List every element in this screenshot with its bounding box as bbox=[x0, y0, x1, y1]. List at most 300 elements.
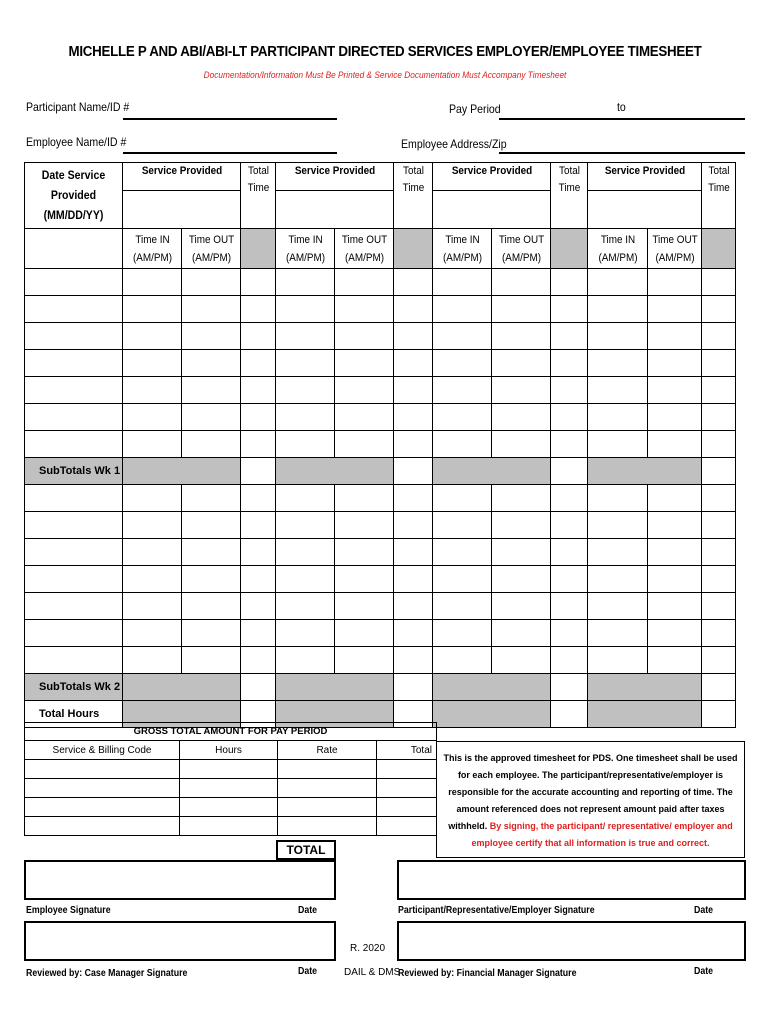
pay-period-label: Pay Period bbox=[449, 102, 501, 116]
subtotal-wk2-cell-2[interactable] bbox=[394, 674, 433, 701]
week1-entry-cell[interactable] bbox=[551, 296, 588, 323]
week2-entry-cell[interactable] bbox=[551, 485, 588, 512]
week2-entry-cell[interactable] bbox=[551, 620, 588, 647]
week1-entry-row bbox=[25, 323, 736, 350]
week1-entry-cell[interactable] bbox=[25, 377, 123, 404]
week2-entry-cell[interactable] bbox=[551, 593, 588, 620]
week2-entry-cell[interactable] bbox=[25, 485, 123, 512]
week1-entry-cell[interactable] bbox=[241, 377, 276, 404]
week1-entry-cell[interactable] bbox=[25, 350, 123, 377]
week2-entry-cell[interactable] bbox=[648, 647, 702, 674]
week2-entry-cell[interactable] bbox=[492, 485, 551, 512]
employee-label: Employee Name/ID # bbox=[26, 135, 127, 149]
week2-entry-cell[interactable] bbox=[335, 539, 394, 566]
gross-col-hours: Hours bbox=[180, 741, 278, 760]
gross-cell[interactable] bbox=[180, 779, 278, 798]
week1-entry-cell[interactable] bbox=[702, 269, 736, 296]
week1-entry-row bbox=[25, 377, 736, 404]
week1-entry-cell[interactable] bbox=[433, 404, 492, 431]
address-label: Employee Address/Zip bbox=[401, 137, 507, 151]
week1-entry-cell[interactable] bbox=[648, 377, 702, 404]
week2-entry-cell[interactable] bbox=[648, 620, 702, 647]
week1-entry-cell[interactable] bbox=[702, 404, 736, 431]
week1-entry-cell[interactable] bbox=[492, 350, 551, 377]
total-time-header-3: Total Time bbox=[552, 163, 585, 229]
financial-manager-signature-box[interactable] bbox=[397, 921, 746, 961]
week2-entry-cell[interactable] bbox=[335, 620, 394, 647]
week1-entry-cell[interactable] bbox=[276, 350, 335, 377]
subtotal-shade bbox=[276, 458, 394, 485]
week1-entry-cell[interactable] bbox=[182, 296, 241, 323]
subtotal-wk2-cell-1[interactable] bbox=[241, 674, 276, 701]
total-hours-cell-4[interactable] bbox=[702, 701, 736, 728]
case-manager-label: Reviewed by: Case Manager Signature bbox=[26, 968, 188, 979]
week1-entry-cell[interactable] bbox=[335, 350, 394, 377]
week2-entry-cell[interactable] bbox=[241, 539, 276, 566]
week1-entry-cell[interactable] bbox=[588, 404, 648, 431]
total-hours-shade bbox=[433, 701, 551, 728]
total-hours-label: Total Hours bbox=[25, 701, 123, 728]
week2-entry-cell[interactable] bbox=[25, 566, 123, 593]
week1-entry-cell[interactable] bbox=[492, 323, 551, 350]
week1-entry-cell[interactable] bbox=[276, 269, 335, 296]
week1-entry-cell[interactable] bbox=[182, 431, 241, 458]
participant-signature-box[interactable] bbox=[397, 860, 746, 900]
week1-entry-cell[interactable] bbox=[123, 269, 182, 296]
week2-entry-cell[interactable] bbox=[394, 620, 433, 647]
week2-entry-cell[interactable] bbox=[241, 647, 276, 674]
gross-row bbox=[25, 817, 437, 836]
week2-entry-cell[interactable] bbox=[241, 512, 276, 539]
week1-entry-cell[interactable] bbox=[648, 323, 702, 350]
week2-entry-row bbox=[25, 593, 736, 620]
week2-entry-cell[interactable] bbox=[394, 485, 433, 512]
week2-rows bbox=[25, 485, 736, 674]
week1-entry-cell[interactable] bbox=[335, 377, 394, 404]
pay-period-input[interactable] bbox=[499, 118, 745, 120]
time-out-header: Time OUT (AM/PM) bbox=[494, 229, 547, 269]
week1-rows bbox=[25, 269, 736, 458]
week1-entry-cell[interactable] bbox=[182, 323, 241, 350]
week2-entry-cell[interactable] bbox=[492, 539, 551, 566]
service-header-1: Service Provided bbox=[128, 163, 234, 191]
week2-entry-cell[interactable] bbox=[335, 566, 394, 593]
week2-entry-cell[interactable] bbox=[335, 485, 394, 512]
service-input-3[interactable] bbox=[433, 191, 551, 229]
subtotal-shade bbox=[123, 458, 241, 485]
date-header: Date Service Provided (MM/DD/YY) bbox=[25, 163, 123, 229]
week2-entry-cell[interactable] bbox=[276, 485, 335, 512]
gross-cell[interactable] bbox=[180, 760, 278, 779]
gross-cell[interactable] bbox=[25, 779, 180, 798]
employee-input[interactable] bbox=[123, 152, 337, 154]
gross-cell[interactable] bbox=[25, 798, 180, 817]
total-shade bbox=[702, 229, 736, 269]
service-input-1[interactable] bbox=[123, 191, 241, 229]
service-header-2: Service Provided bbox=[281, 163, 387, 191]
week1-entry-cell[interactable] bbox=[492, 269, 551, 296]
week2-entry-cell[interactable] bbox=[648, 566, 702, 593]
week2-entry-cell[interactable] bbox=[25, 593, 123, 620]
time-in-header: Time IN (AM/PM) bbox=[125, 229, 178, 269]
subtotal-shade bbox=[588, 674, 702, 701]
week2-entry-cell[interactable] bbox=[25, 647, 123, 674]
week1-entry-cell[interactable] bbox=[182, 404, 241, 431]
week2-entry-cell[interactable] bbox=[182, 593, 241, 620]
week2-entry-row bbox=[25, 620, 736, 647]
financial-manager-date-label: Date bbox=[694, 966, 714, 977]
week2-entry-row bbox=[25, 485, 736, 512]
week1-entry-cell[interactable] bbox=[123, 296, 182, 323]
week1-entry-cell[interactable] bbox=[182, 350, 241, 377]
gross-col-rate: Rate bbox=[278, 741, 377, 760]
time-out-header: Time OUT (AM/PM) bbox=[337, 229, 390, 269]
week1-entry-row bbox=[25, 404, 736, 431]
week1-entry-cell[interactable] bbox=[702, 350, 736, 377]
week1-entry-cell[interactable] bbox=[335, 269, 394, 296]
week1-entry-cell[interactable] bbox=[394, 431, 433, 458]
week1-entry-cell[interactable] bbox=[335, 323, 394, 350]
subtotal-shade bbox=[276, 674, 394, 701]
gross-cell[interactable] bbox=[377, 779, 437, 798]
subtotal-wk1-cell-4[interactable] bbox=[702, 458, 736, 485]
week1-entry-cell[interactable] bbox=[335, 404, 394, 431]
time-out-header: Time OUT (AM/PM) bbox=[650, 229, 699, 269]
gross-cell[interactable] bbox=[278, 798, 377, 817]
week2-entry-cell[interactable] bbox=[394, 593, 433, 620]
gross-cell[interactable] bbox=[180, 817, 278, 836]
week2-entry-cell[interactable] bbox=[123, 539, 182, 566]
week1-entry-cell[interactable] bbox=[702, 296, 736, 323]
week1-entry-cell[interactable] bbox=[588, 377, 648, 404]
gross-cell[interactable] bbox=[180, 798, 278, 817]
total-time-header-2: Total Time bbox=[395, 163, 430, 229]
week1-entry-row bbox=[25, 431, 736, 458]
week2-entry-cell[interactable] bbox=[394, 512, 433, 539]
week1-entry-cell[interactable] bbox=[276, 296, 335, 323]
week2-entry-cell[interactable] bbox=[433, 512, 492, 539]
week2-entry-cell[interactable] bbox=[702, 647, 736, 674]
gross-row bbox=[25, 798, 437, 817]
week2-entry-cell[interactable] bbox=[335, 512, 394, 539]
week2-entry-cell[interactable] bbox=[551, 512, 588, 539]
week1-entry-cell[interactable] bbox=[433, 377, 492, 404]
week2-entry-cell[interactable] bbox=[433, 539, 492, 566]
week1-entry-cell[interactable] bbox=[182, 377, 241, 404]
week1-entry-cell[interactable] bbox=[276, 404, 335, 431]
week2-entry-cell[interactable] bbox=[123, 620, 182, 647]
subtotal-wk2-label: SubTotals Wk 2 bbox=[25, 674, 123, 701]
week1-entry-cell[interactable] bbox=[394, 269, 433, 296]
week2-entry-cell[interactable] bbox=[702, 593, 736, 620]
participant-signature-label: Participant/Representative/Employer Signature bbox=[398, 905, 595, 916]
week1-entry-cell[interactable] bbox=[588, 269, 648, 296]
week2-entry-cell[interactable] bbox=[276, 539, 335, 566]
week1-entry-row bbox=[25, 269, 736, 296]
week1-entry-cell[interactable] bbox=[492, 431, 551, 458]
week2-entry-cell[interactable] bbox=[25, 512, 123, 539]
week2-entry-cell[interactable] bbox=[433, 620, 492, 647]
week1-entry-cell[interactable] bbox=[551, 323, 588, 350]
case-manager-signature-box[interactable] bbox=[24, 921, 336, 961]
time-out-header: Time OUT (AM/PM) bbox=[184, 229, 237, 269]
week1-entry-cell[interactable] bbox=[551, 377, 588, 404]
week2-entry-cell[interactable] bbox=[492, 512, 551, 539]
week2-entry-cell[interactable] bbox=[335, 593, 394, 620]
week1-entry-cell[interactable] bbox=[394, 404, 433, 431]
week2-entry-cell[interactable] bbox=[335, 647, 394, 674]
week2-entry-cell[interactable] bbox=[492, 593, 551, 620]
week1-entry-cell[interactable] bbox=[648, 404, 702, 431]
approval-note: This is the approved timesheet for PDS. One timesheet shall be used for each employee. The participant/representative/employer is responsible for the accurate accounting and reporting of time. The amount referenced does not represent amount paid after taxes withheld. By signing, the participant/ representative/ employer and employee certify that all information is true and correct. bbox=[436, 741, 745, 858]
total-hours-shade bbox=[588, 701, 702, 728]
week1-entry-cell[interactable] bbox=[648, 269, 702, 296]
week2-entry-cell[interactable] bbox=[702, 620, 736, 647]
gross-rows bbox=[25, 760, 437, 836]
week1-entry-cell[interactable] bbox=[588, 296, 648, 323]
week1-entry-cell[interactable] bbox=[702, 323, 736, 350]
time-in-header: Time IN (AM/PM) bbox=[278, 229, 331, 269]
week1-entry-row bbox=[25, 296, 736, 323]
week1-entry-cell[interactable] bbox=[241, 323, 276, 350]
week1-entry-cell[interactable] bbox=[394, 350, 433, 377]
week1-entry-cell[interactable] bbox=[433, 323, 492, 350]
week1-entry-cell[interactable] bbox=[25, 431, 123, 458]
week1-entry-cell[interactable] bbox=[123, 377, 182, 404]
week1-entry-row bbox=[25, 350, 736, 377]
week2-entry-cell[interactable] bbox=[123, 485, 182, 512]
week2-entry-cell[interactable] bbox=[276, 512, 335, 539]
week1-entry-cell[interactable] bbox=[241, 350, 276, 377]
week2-entry-cell[interactable] bbox=[25, 539, 123, 566]
week1-entry-cell[interactable] bbox=[25, 296, 123, 323]
week2-entry-cell[interactable] bbox=[182, 620, 241, 647]
week1-entry-cell[interactable] bbox=[551, 350, 588, 377]
week2-entry-cell[interactable] bbox=[25, 620, 123, 647]
week1-entry-cell[interactable] bbox=[588, 431, 648, 458]
week2-entry-cell[interactable] bbox=[551, 539, 588, 566]
week1-entry-cell[interactable] bbox=[588, 323, 648, 350]
week2-entry-cell[interactable] bbox=[648, 485, 702, 512]
week2-entry-cell[interactable] bbox=[588, 647, 648, 674]
week2-entry-cell[interactable] bbox=[241, 620, 276, 647]
subtotal-wk2-cell-3[interactable] bbox=[551, 674, 588, 701]
week2-entry-row bbox=[25, 566, 736, 593]
week2-entry-cell[interactable] bbox=[588, 620, 648, 647]
subtotal-wk2-cell-4[interactable] bbox=[702, 674, 736, 701]
week1-entry-cell[interactable] bbox=[25, 404, 123, 431]
week1-entry-cell[interactable] bbox=[25, 323, 123, 350]
gross-total-table bbox=[24, 722, 437, 836]
week2-entry-cell[interactable] bbox=[241, 485, 276, 512]
gross-cell[interactable] bbox=[278, 760, 377, 779]
week2-entry-cell[interactable] bbox=[241, 566, 276, 593]
participant-label: Participant Name/ID # bbox=[26, 100, 130, 114]
subtotal-wk1-cell-2[interactable] bbox=[394, 458, 433, 485]
week2-entry-cell[interactable] bbox=[394, 647, 433, 674]
gross-heading: GROSS TOTAL AMOUNT FOR PAY PERIOD bbox=[25, 723, 437, 741]
gross-cell[interactable] bbox=[377, 817, 437, 836]
form-title: MICHELLE P AND ABI/ABI-LT PARTICIPANT DIRECTED SERVICES EMPLOYER/EMPLOYEE TIMESHEET bbox=[68, 44, 702, 60]
week2-entry-cell[interactable] bbox=[702, 539, 736, 566]
week1-entry-cell[interactable] bbox=[276, 323, 335, 350]
subtotal-shade bbox=[588, 458, 702, 485]
pay-period-to-label: to bbox=[617, 100, 626, 114]
week1-entry-cell[interactable] bbox=[335, 296, 394, 323]
week2-entry-cell[interactable] bbox=[702, 512, 736, 539]
address-input[interactable] bbox=[499, 152, 745, 154]
subtotal-shade bbox=[433, 458, 551, 485]
subtotal-wk1-cell-3[interactable] bbox=[551, 458, 588, 485]
timesheet-grid bbox=[24, 162, 736, 728]
participant-date-label: Date bbox=[694, 905, 714, 916]
week2-entry-cell[interactable] bbox=[588, 593, 648, 620]
total-shade bbox=[551, 229, 588, 269]
week1-entry-cell[interactable] bbox=[394, 296, 433, 323]
week1-entry-cell[interactable] bbox=[241, 296, 276, 323]
week2-entry-cell[interactable] bbox=[123, 647, 182, 674]
participant-input[interactable] bbox=[123, 118, 337, 120]
week1-entry-cell[interactable] bbox=[648, 296, 702, 323]
gross-cell[interactable] bbox=[278, 817, 377, 836]
gross-cell[interactable] bbox=[377, 798, 437, 817]
gross-col-total: Total bbox=[377, 741, 437, 760]
week1-entry-cell[interactable] bbox=[648, 431, 702, 458]
employee-signature-box[interactable] bbox=[24, 860, 336, 900]
week2-entry-cell[interactable] bbox=[492, 647, 551, 674]
week2-entry-cell[interactable] bbox=[588, 539, 648, 566]
week1-entry-cell[interactable] bbox=[241, 404, 276, 431]
week1-entry-cell[interactable] bbox=[123, 350, 182, 377]
week1-entry-cell[interactable] bbox=[433, 296, 492, 323]
week2-entry-cell[interactable] bbox=[551, 647, 588, 674]
employee-date-label: Date bbox=[298, 905, 318, 916]
week1-entry-cell[interactable] bbox=[492, 404, 551, 431]
week2-entry-cell[interactable] bbox=[433, 566, 492, 593]
week1-entry-cell[interactable] bbox=[551, 404, 588, 431]
week2-entry-row bbox=[25, 647, 736, 674]
subtotal-wk1-label: SubTotals Wk 1 bbox=[25, 458, 123, 485]
week2-entry-cell[interactable] bbox=[702, 485, 736, 512]
week2-entry-cell[interactable] bbox=[492, 566, 551, 593]
total-hours-cell-3[interactable] bbox=[551, 701, 588, 728]
week1-entry-cell[interactable] bbox=[241, 269, 276, 296]
week2-entry-cell[interactable] bbox=[433, 485, 492, 512]
gross-cell[interactable] bbox=[278, 779, 377, 798]
week1-entry-cell[interactable] bbox=[335, 431, 394, 458]
form-subtitle: Documentation/Information Must Be Printed & Service Documentation Must Accompany Timesheet bbox=[203, 70, 567, 80]
week1-entry-cell[interactable] bbox=[588, 350, 648, 377]
week1-entry-cell[interactable] bbox=[433, 350, 492, 377]
time-in-header: Time IN (AM/PM) bbox=[591, 229, 645, 269]
service-header-3: Service Provided bbox=[438, 163, 544, 191]
dept-label: DAIL & DMS bbox=[344, 967, 401, 978]
gross-row bbox=[25, 760, 437, 779]
week2-entry-cell[interactable] bbox=[433, 593, 492, 620]
date-blank bbox=[25, 229, 123, 269]
week2-entry-cell[interactable] bbox=[588, 485, 648, 512]
gross-col-code: Service & Billing Code bbox=[25, 741, 180, 760]
gross-cell[interactable] bbox=[25, 817, 180, 836]
week1-entry-cell[interactable] bbox=[394, 377, 433, 404]
week1-entry-cell[interactable] bbox=[123, 404, 182, 431]
week2-entry-cell[interactable] bbox=[182, 566, 241, 593]
week2-entry-cell[interactable] bbox=[588, 512, 648, 539]
week1-entry-cell[interactable] bbox=[276, 377, 335, 404]
week2-entry-cell[interactable] bbox=[182, 485, 241, 512]
case-manager-date-label: Date bbox=[298, 966, 318, 977]
total-shade bbox=[241, 229, 276, 269]
week2-entry-row bbox=[25, 539, 736, 566]
week1-entry-cell[interactable] bbox=[123, 431, 182, 458]
week1-entry-cell[interactable] bbox=[648, 350, 702, 377]
week2-entry-cell[interactable] bbox=[492, 620, 551, 647]
week1-entry-cell[interactable] bbox=[492, 296, 551, 323]
week2-entry-cell[interactable] bbox=[702, 566, 736, 593]
week2-entry-cell[interactable] bbox=[182, 512, 241, 539]
week1-entry-cell[interactable] bbox=[433, 269, 492, 296]
week1-entry-cell[interactable] bbox=[551, 269, 588, 296]
week2-entry-cell[interactable] bbox=[648, 539, 702, 566]
week2-entry-row bbox=[25, 512, 736, 539]
week2-entry-cell[interactable] bbox=[551, 566, 588, 593]
time-in-header: Time IN (AM/PM) bbox=[435, 229, 488, 269]
week1-entry-cell[interactable] bbox=[394, 323, 433, 350]
week1-entry-cell[interactable] bbox=[241, 431, 276, 458]
gross-cell[interactable] bbox=[377, 760, 437, 779]
week2-entry-cell[interactable] bbox=[276, 647, 335, 674]
financial-manager-label: Reviewed by: Financial Manager Signature bbox=[398, 968, 577, 979]
total-shade bbox=[394, 229, 433, 269]
week1-entry-cell[interactable] bbox=[123, 323, 182, 350]
subtotal-shade bbox=[433, 674, 551, 701]
week2-entry-cell[interactable] bbox=[241, 593, 276, 620]
week2-entry-cell[interactable] bbox=[123, 593, 182, 620]
week2-entry-cell[interactable] bbox=[394, 539, 433, 566]
week2-entry-cell[interactable] bbox=[276, 593, 335, 620]
gross-row bbox=[25, 779, 437, 798]
service-input-2[interactable] bbox=[276, 191, 394, 229]
gross-total-label: TOTAL bbox=[276, 840, 336, 860]
week2-entry-cell[interactable] bbox=[276, 620, 335, 647]
week1-entry-cell[interactable] bbox=[182, 269, 241, 296]
week2-entry-cell[interactable] bbox=[123, 512, 182, 539]
total-time-header-4: Total Time bbox=[703, 163, 734, 229]
week1-entry-cell[interactable] bbox=[551, 431, 588, 458]
week2-entry-cell[interactable] bbox=[182, 647, 241, 674]
week2-entry-cell[interactable] bbox=[433, 647, 492, 674]
week1-entry-cell[interactable] bbox=[702, 377, 736, 404]
week2-entry-cell[interactable] bbox=[276, 566, 335, 593]
week2-entry-cell[interactable] bbox=[123, 566, 182, 593]
week2-entry-cell[interactable] bbox=[182, 539, 241, 566]
week2-entry-cell[interactable] bbox=[588, 566, 648, 593]
employee-signature-label: Employee Signature bbox=[26, 905, 111, 916]
week2-entry-cell[interactable] bbox=[394, 566, 433, 593]
subtotal-wk1-cell-1[interactable] bbox=[241, 458, 276, 485]
week1-entry-cell[interactable] bbox=[702, 431, 736, 458]
week1-entry-cell[interactable] bbox=[433, 431, 492, 458]
total-time-header-1: Total Time bbox=[242, 163, 274, 229]
service-input-4[interactable] bbox=[588, 191, 702, 229]
week1-entry-cell[interactable] bbox=[492, 377, 551, 404]
week1-entry-cell[interactable] bbox=[276, 431, 335, 458]
week1-entry-cell[interactable] bbox=[25, 269, 123, 296]
week2-entry-cell[interactable] bbox=[648, 593, 702, 620]
subtotal-shade bbox=[123, 674, 241, 701]
week2-entry-cell[interactable] bbox=[648, 512, 702, 539]
gross-cell[interactable] bbox=[25, 760, 180, 779]
